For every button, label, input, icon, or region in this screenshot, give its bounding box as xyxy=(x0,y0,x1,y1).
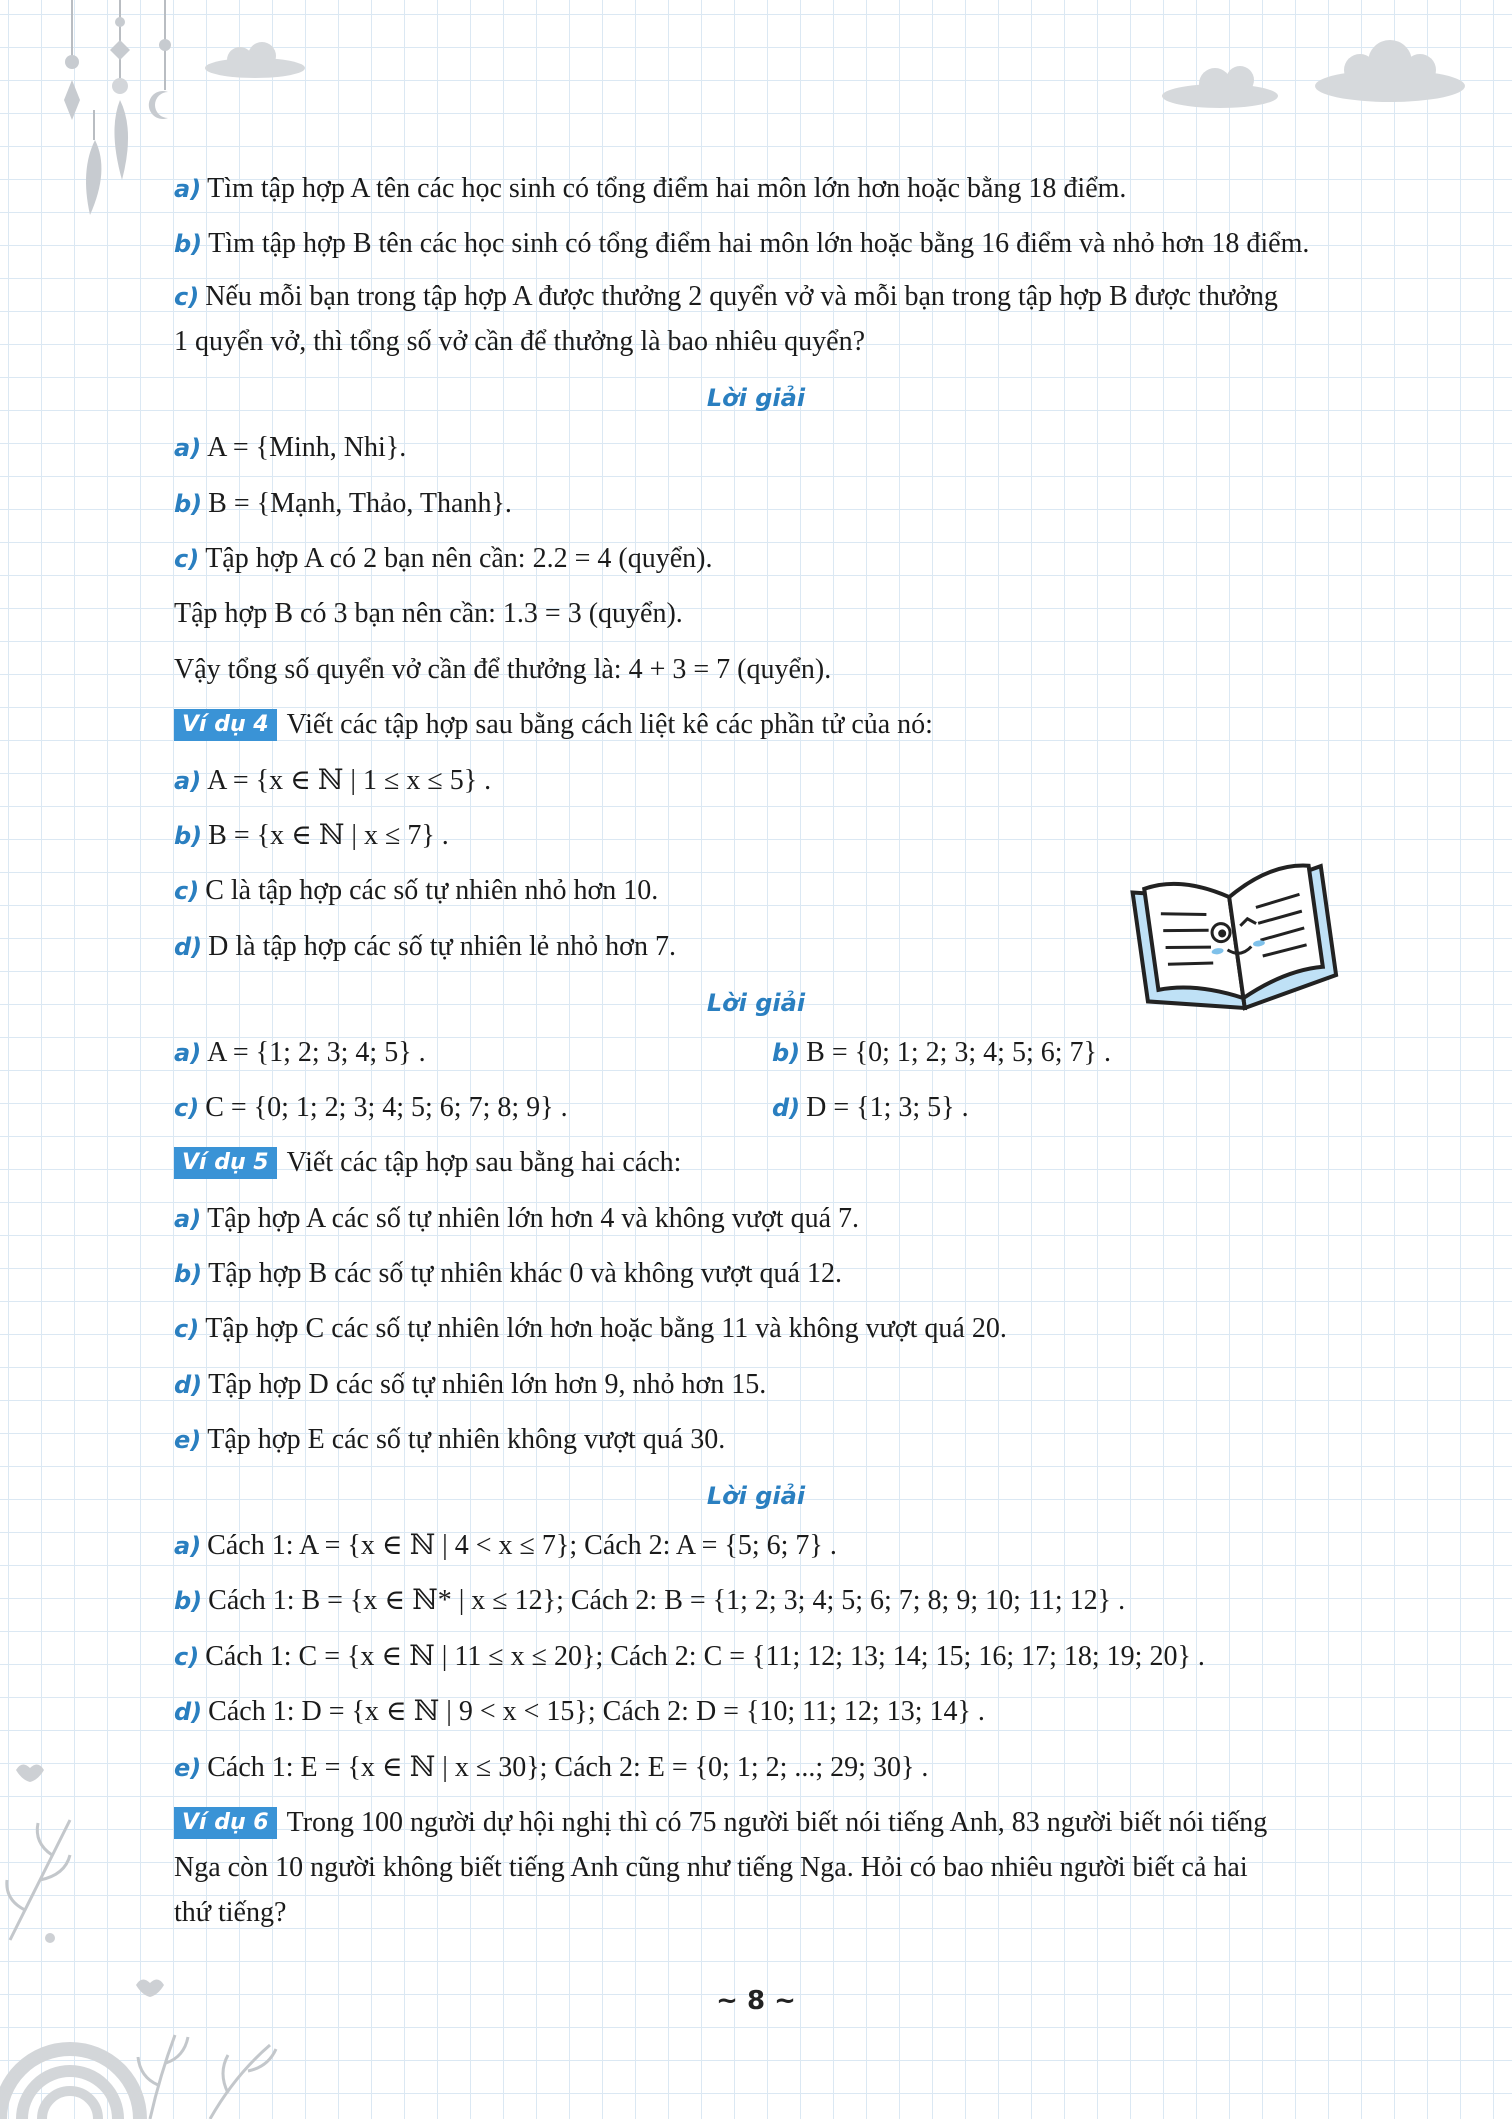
example-text: Viết các tập hợp sau bằng hai cách: xyxy=(286,1147,682,1178)
item-label: a) xyxy=(174,175,202,203)
example-4 xyxy=(174,707,933,743)
item-label: a) xyxy=(174,1205,202,1233)
leaf-branch-icon xyxy=(0,1760,90,1950)
solution-title: Lời giải xyxy=(706,384,806,412)
example-4-b xyxy=(174,818,449,854)
solution-e xyxy=(174,1750,928,1786)
example-tag: Ví dụ 4 xyxy=(174,709,277,741)
item-text: Cách 1: C = {x ∈ ℕ | 11 ≤ x ≤ 20}; Cách 2: C = {11; 12; 13; 14; 15; 16; 17; 18; 19; 20} . xyxy=(205,1641,1205,1672)
item-text: Tập hợp A các số tự nhiên lớn hơn 4 và không vượt quá 7. xyxy=(207,1203,859,1234)
cloud-icon xyxy=(1160,38,1470,113)
exercise-part-c-cont: 1 quyển vở, thì tổng số vở cần để thưởng là bao nhiêu quyển? xyxy=(174,326,866,357)
example-4-c xyxy=(174,873,658,909)
cloud-icon xyxy=(200,40,310,80)
example-4-a xyxy=(174,763,491,799)
item-text: A = {x ∈ ℕ | 1 ≤ x ≤ 5} . xyxy=(207,765,492,796)
item-label: b) xyxy=(174,490,203,518)
solution-title: Lời giải xyxy=(706,1482,806,1510)
solution-row xyxy=(772,1090,969,1126)
item-label: e) xyxy=(174,1426,202,1454)
item-label: a) xyxy=(174,1039,202,1067)
example-5-c xyxy=(174,1311,1007,1347)
example-text: Viết các tập hợp sau bằng cách liệt kê các phần tử của nó: xyxy=(286,709,933,740)
example-6 xyxy=(174,1805,1267,1841)
item-text: B = {0; 1; 2; 3; 4; 5; 6; 7} . xyxy=(806,1037,1111,1068)
solution-title: Lời giải xyxy=(706,989,806,1017)
item-label: c) xyxy=(174,545,200,573)
item-text: A = {1; 2; 3; 4; 5} . xyxy=(207,1037,426,1068)
item-label: c) xyxy=(174,1643,200,1671)
exercise-part-b xyxy=(174,226,1309,262)
item-text: C là tập hợp các số tự nhiên nhỏ hơn 10. xyxy=(205,875,659,906)
exercise-part-a xyxy=(174,171,1126,207)
item-label: a) xyxy=(174,434,202,462)
item-label: d) xyxy=(174,1371,203,1399)
solution-a xyxy=(174,1528,837,1564)
item-text: B = {x ∈ ℕ | x ≤ 7} . xyxy=(208,820,449,851)
example-tag: Ví dụ 6 xyxy=(174,1807,277,1839)
solution-c xyxy=(174,1639,1205,1675)
item-label: d) xyxy=(174,933,203,961)
item-text: Cách 1: B = {x ∈ ℕ* | x ≤ 12}; Cách 2: B = {1; 2; 3; 4; 5; 6; 7; 8; 9; 10; 11; 12} . xyxy=(208,1585,1126,1616)
item-label: b) xyxy=(174,230,203,258)
example-5 xyxy=(174,1145,681,1181)
item-text: Tập hợp D các số tự nhiên lớn hơn 9, nhỏ hơn 15. xyxy=(208,1369,767,1400)
item-text: Tập hợp E các số tự nhiên không vượt quá 30. xyxy=(207,1424,726,1455)
item-text: D là tập hợp các số tự nhiên lẻ nhỏ hơn 7. xyxy=(208,931,676,962)
solution-c xyxy=(174,541,712,577)
item-text: C = {0; 1; 2; 3; 4; 5; 6; 7; 8; 9} . xyxy=(205,1092,568,1123)
example-4-d xyxy=(174,929,676,965)
item-text: Cách 1: E = {x ∈ ℕ | x ≤ 30}; Cách 2: E = {0; 1; 2; ...; 29; 30} . xyxy=(207,1752,929,1783)
item-text: Tập hợp A có 2 bạn nên cần: 2.2 = 4 (quyển). xyxy=(205,543,713,574)
solution-line: Vậy tổng số quyển vở cần để thưởng là: 4 + 3 = 7 (quyển). xyxy=(174,654,832,685)
item-text: B = {Mạnh, Thảo, Thanh}. xyxy=(208,488,512,519)
item-text: Nếu mỗi bạn trong tập hợp A được thưởng 2 quyển vở và mỗi bạn trong tập hợp B được thưởng xyxy=(205,281,1278,312)
item-label: c) xyxy=(174,1094,200,1122)
item-label: b) xyxy=(174,1587,203,1615)
example-5-e xyxy=(174,1422,725,1458)
item-label: b) xyxy=(772,1039,801,1067)
exercise-part-c xyxy=(174,279,1278,315)
example-text: Trong 100 người dự hội nghị thì có 75 người biết nói tiếng Anh, 83 người biết nói tiếng xyxy=(286,1807,1268,1838)
solution-line: Tập hợp B có 3 bạn nên cần: 1.3 = 3 (quyển). xyxy=(174,598,683,629)
solution-d xyxy=(174,1694,985,1730)
solution-row xyxy=(174,1090,568,1126)
example-5-d xyxy=(174,1367,766,1403)
item-label: a) xyxy=(174,767,202,795)
item-label: c) xyxy=(174,1315,200,1343)
example-5-a xyxy=(174,1201,859,1237)
item-label: e) xyxy=(174,1754,202,1782)
item-text: Cách 1: A = {x ∈ ℕ | 4 < x ≤ 7}; Cách 2: A = {5; 6; 7} . xyxy=(207,1530,837,1561)
item-text: A = {Minh, Nhi}. xyxy=(207,432,407,463)
item-label: d) xyxy=(174,1698,203,1726)
page-number: ~ 8 ~ xyxy=(716,1986,796,2016)
solution-row xyxy=(174,1035,426,1071)
item-label: c) xyxy=(174,283,200,311)
item-text: Tìm tập hợp B tên các học sinh có tổng điểm hai môn lớn hoặc bằng 16 điểm và nhỏ hơn 18 điểm. xyxy=(208,228,1310,259)
item-text: Tập hợp C các số tự nhiên lớn hơn hoặc bằng 11 và không vượt quá 20. xyxy=(205,1313,1007,1344)
item-text: Cách 1: D = {x ∈ ℕ | 9 < x < 15}; Cách 2: D = {10; 11; 12; 13; 14} . xyxy=(208,1696,985,1727)
solution-b xyxy=(174,486,512,522)
item-label: a) xyxy=(174,1532,202,1560)
solution-b xyxy=(174,1583,1125,1619)
example-6-line: thứ tiếng? xyxy=(174,1897,287,1928)
hanging-ornaments-icon xyxy=(50,0,190,230)
item-text: Tập hợp B các số tự nhiên khác 0 và không vượt quá 12. xyxy=(208,1258,842,1289)
solution-row xyxy=(772,1035,1111,1071)
example-tag: Ví dụ 5 xyxy=(174,1147,277,1179)
example-6-line: Nga còn 10 người không biết tiếng Anh cũng như tiếng Nga. Hỏi có bao nhiêu người biết cả hai xyxy=(174,1852,1248,1883)
item-label: c) xyxy=(174,877,200,905)
item-label: b) xyxy=(174,1260,203,1288)
item-label: b) xyxy=(174,822,203,850)
solution-a xyxy=(174,430,406,466)
item-label: d) xyxy=(772,1094,801,1122)
example-5-b xyxy=(174,1256,842,1292)
item-text: Tìm tập hợp A tên các học sinh có tổng điểm hai môn lớn hơn hoặc bằng 18 điểm. xyxy=(207,173,1127,204)
item-text: D = {1; 3; 5} . xyxy=(806,1092,969,1123)
